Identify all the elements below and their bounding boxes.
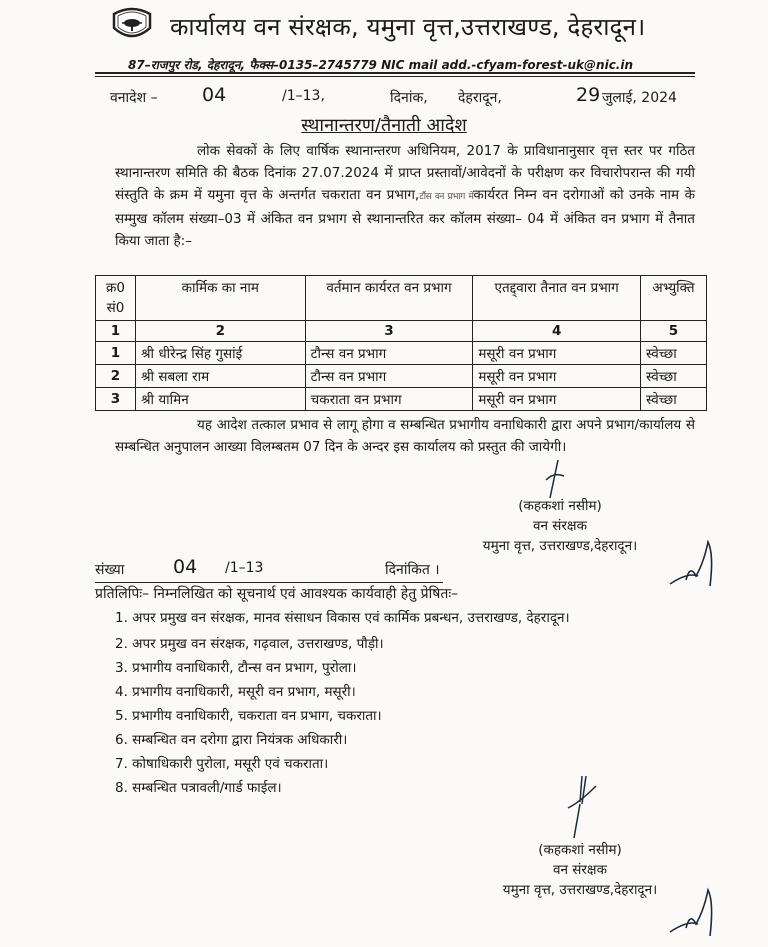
paragraph-1-part-2: कार्यरत निम्न वन दरोगाओं को उनके नाम के सम्मुख कॉलम संख्या–03 में अंकित वन प्रभाग से स्थानान्तरित कर कॉलम संख्या– 04 में अंकित वन प्रभाग में तैनात किया जाता है:– [115,187,695,249]
copy-dated: दिनांकित । [385,562,440,578]
header-divider-thin [95,76,695,77]
cell-name: श्री सबला राम [135,365,305,388]
signatory-office: यमुना वृत्त, उत्तराखण्ड,देहरादून। [502,882,658,898]
list-item: 2. अपर प्रमुख वन संरक्षक, गढ़वाल, उत्तराखण्ड, पौड़ी। [115,636,384,652]
signatory-office: यमुना वृत्त, उत्तराखण्ड,देहरादून। [482,538,638,554]
cell-name: श्री धीरेन्द्र सिंह गुसांई [135,342,305,365]
copy-suffix: /1–13 [225,560,264,576]
header-name: कार्मिक का नाम [135,276,305,321]
forest-department-emblem-icon [110,6,154,42]
table-header-row [96,276,707,321]
table-row [96,342,707,365]
header-divider [95,72,695,74]
table-row [96,365,707,388]
signatory-designation: वन संरक्षक [553,862,607,878]
office-title: कार्यालय वन संरक्षक, यमुना वृत्त,उत्तराखण्ड, देहरादून। [170,13,646,41]
header-remarks: अभ्युक्ति [641,276,707,321]
order-paragraph-1 [115,140,695,252]
date-day: 29 [576,84,601,106]
list-item: 5. प्रभागीय वनाधिकारी, चकराता वन प्रभाग, चकराता। [115,708,382,724]
list-item: 3. प्रभागीय वनाधिकारी, टौन्स वन प्रभाग, पुरोला। [115,660,357,676]
header-current-division: वर्तमान कार्यरत वन प्रभाग [305,276,473,321]
signatory-name: (कहकशां नसीम) [538,842,622,858]
reference-number: 04 [202,84,227,106]
list-item: 7. कोषाधिकारी पुरोला, मसूरी एवं चकराता। [115,756,329,772]
signature-block-1 [460,496,660,556]
cell-serial: 3 [96,388,136,411]
cell-posted-division: मसूरी वन प्रभाग [473,365,641,388]
place: देहरादून, [458,90,502,106]
signature-1 [668,534,718,590]
list-item: 1. अपर प्रमुख वन संरक्षक, मानव संसाधन विकास एवं कार्मिक प्रबन्धन, उत्तराखण्ड, देहरादून। [115,610,570,626]
copy-label: संख्या [95,562,125,578]
cell-name: श्री यामिन [135,388,305,411]
reference-suffix: /1–13, [282,88,325,104]
order-title [0,113,768,137]
copy-number: 04 [173,556,198,578]
header-serial: क्र0 सं0 [96,276,136,321]
cell-posted-division: मसूरी वन प्रभाग [473,342,641,365]
signature-2 [668,880,718,940]
date-month-year: जुलाई, 2024 [602,90,677,106]
list-item: 6. सम्बन्धित वन दरोगा द्वारा नियंत्रक अधिकारी। [115,732,348,748]
signatory-name: (कहकशां नसीम) [518,498,602,514]
cell-remarks: स्वेच्छा [641,365,707,388]
cell-current-division: चकराता वन प्रभाग [305,388,473,411]
column-number: 4 [473,321,641,342]
reference-label: वनादेश – [110,90,158,106]
date-label: दिनांक, [390,90,428,106]
list-item: 4. प्रभागीय वनाधिकारी, मसूरी वन प्रभाग, मसूरी। [115,684,356,700]
overwritten-text: टौंस वन प्रभाग में [419,192,474,202]
address-line: 87–राजपुर रोड, देहरादून, फैक्स–0135–2745779 NIC mail add.-cfyam-forest-uk@nic.in [128,58,634,72]
copy-reference [95,556,443,583]
column-number: 2 [135,321,305,342]
order-reference [110,84,690,110]
list-item: 8. सम्बन्धित पत्रावली/गार्ड फाईल। [115,780,282,796]
column-number: 3 [305,321,473,342]
order-paragraph-2 [115,414,695,458]
cell-current-division: टौन्स वन प्रभाग [305,342,473,365]
transfer-table [95,275,707,411]
header-posted-division: एतद्द्वारा तैनात वन प्रभाग [473,276,641,321]
column-number: 1 [96,321,136,342]
order-title-text: स्थानान्तरण/तैनाती आदेश [301,115,467,136]
paragraph-2-text: यह आदेश तत्काल प्रभाव से लागू होगा व सम्बन्धित प्रभागीय वनाधिकारी द्वारा अपने प्रभाग/कार्यालय से सम्बन्धित अनुपालन आख्या विलम्बतम 07 दिन के अन्दर इस कार्यालय को प्रस्तुत की जायेगी। [115,417,695,455]
copy-recipient-list [115,608,705,800]
signature-block-2 [470,840,690,900]
table-row [96,388,707,411]
cell-current-division: टौन्स वन प्रभाग [305,365,473,388]
signature-initial-mark-2 [560,772,600,842]
paragraph-1-part-1: लोक सेवकों के लिए वार्षिक स्थानान्तरण अधिनियम, 2017 के प्राविधानानुसार वृत्त स्तर पर गठित स्थानान्तरण समिति की बैठक दिनांक 27.07.2024 में प्राप्त प्रस्तावों/आवेदनों के परीक्षण कर विचारोपरान्त की गयी संस्तुति के क्रम में यमुना वृत्त के अन्तर्गत चकराता वन प्रभाग, [115,143,695,203]
cell-posted-division: मसूरी वन प्रभाग [473,388,641,411]
cell-serial: 1 [96,342,136,365]
cell-remarks: स्वेच्छा [641,342,707,365]
cell-remarks: स्वेच्छा [641,388,707,411]
cell-serial: 2 [96,365,136,388]
column-number-row [96,321,707,342]
signatory-designation: वन संरक्षक [533,518,587,534]
column-number: 5 [641,321,707,342]
copy-intro: प्रतिलिपिः– निम्नलिखित को सूचनार्थ एवं आवश्यक कार्यवाही हेतु प्रेषितः– [95,586,459,602]
